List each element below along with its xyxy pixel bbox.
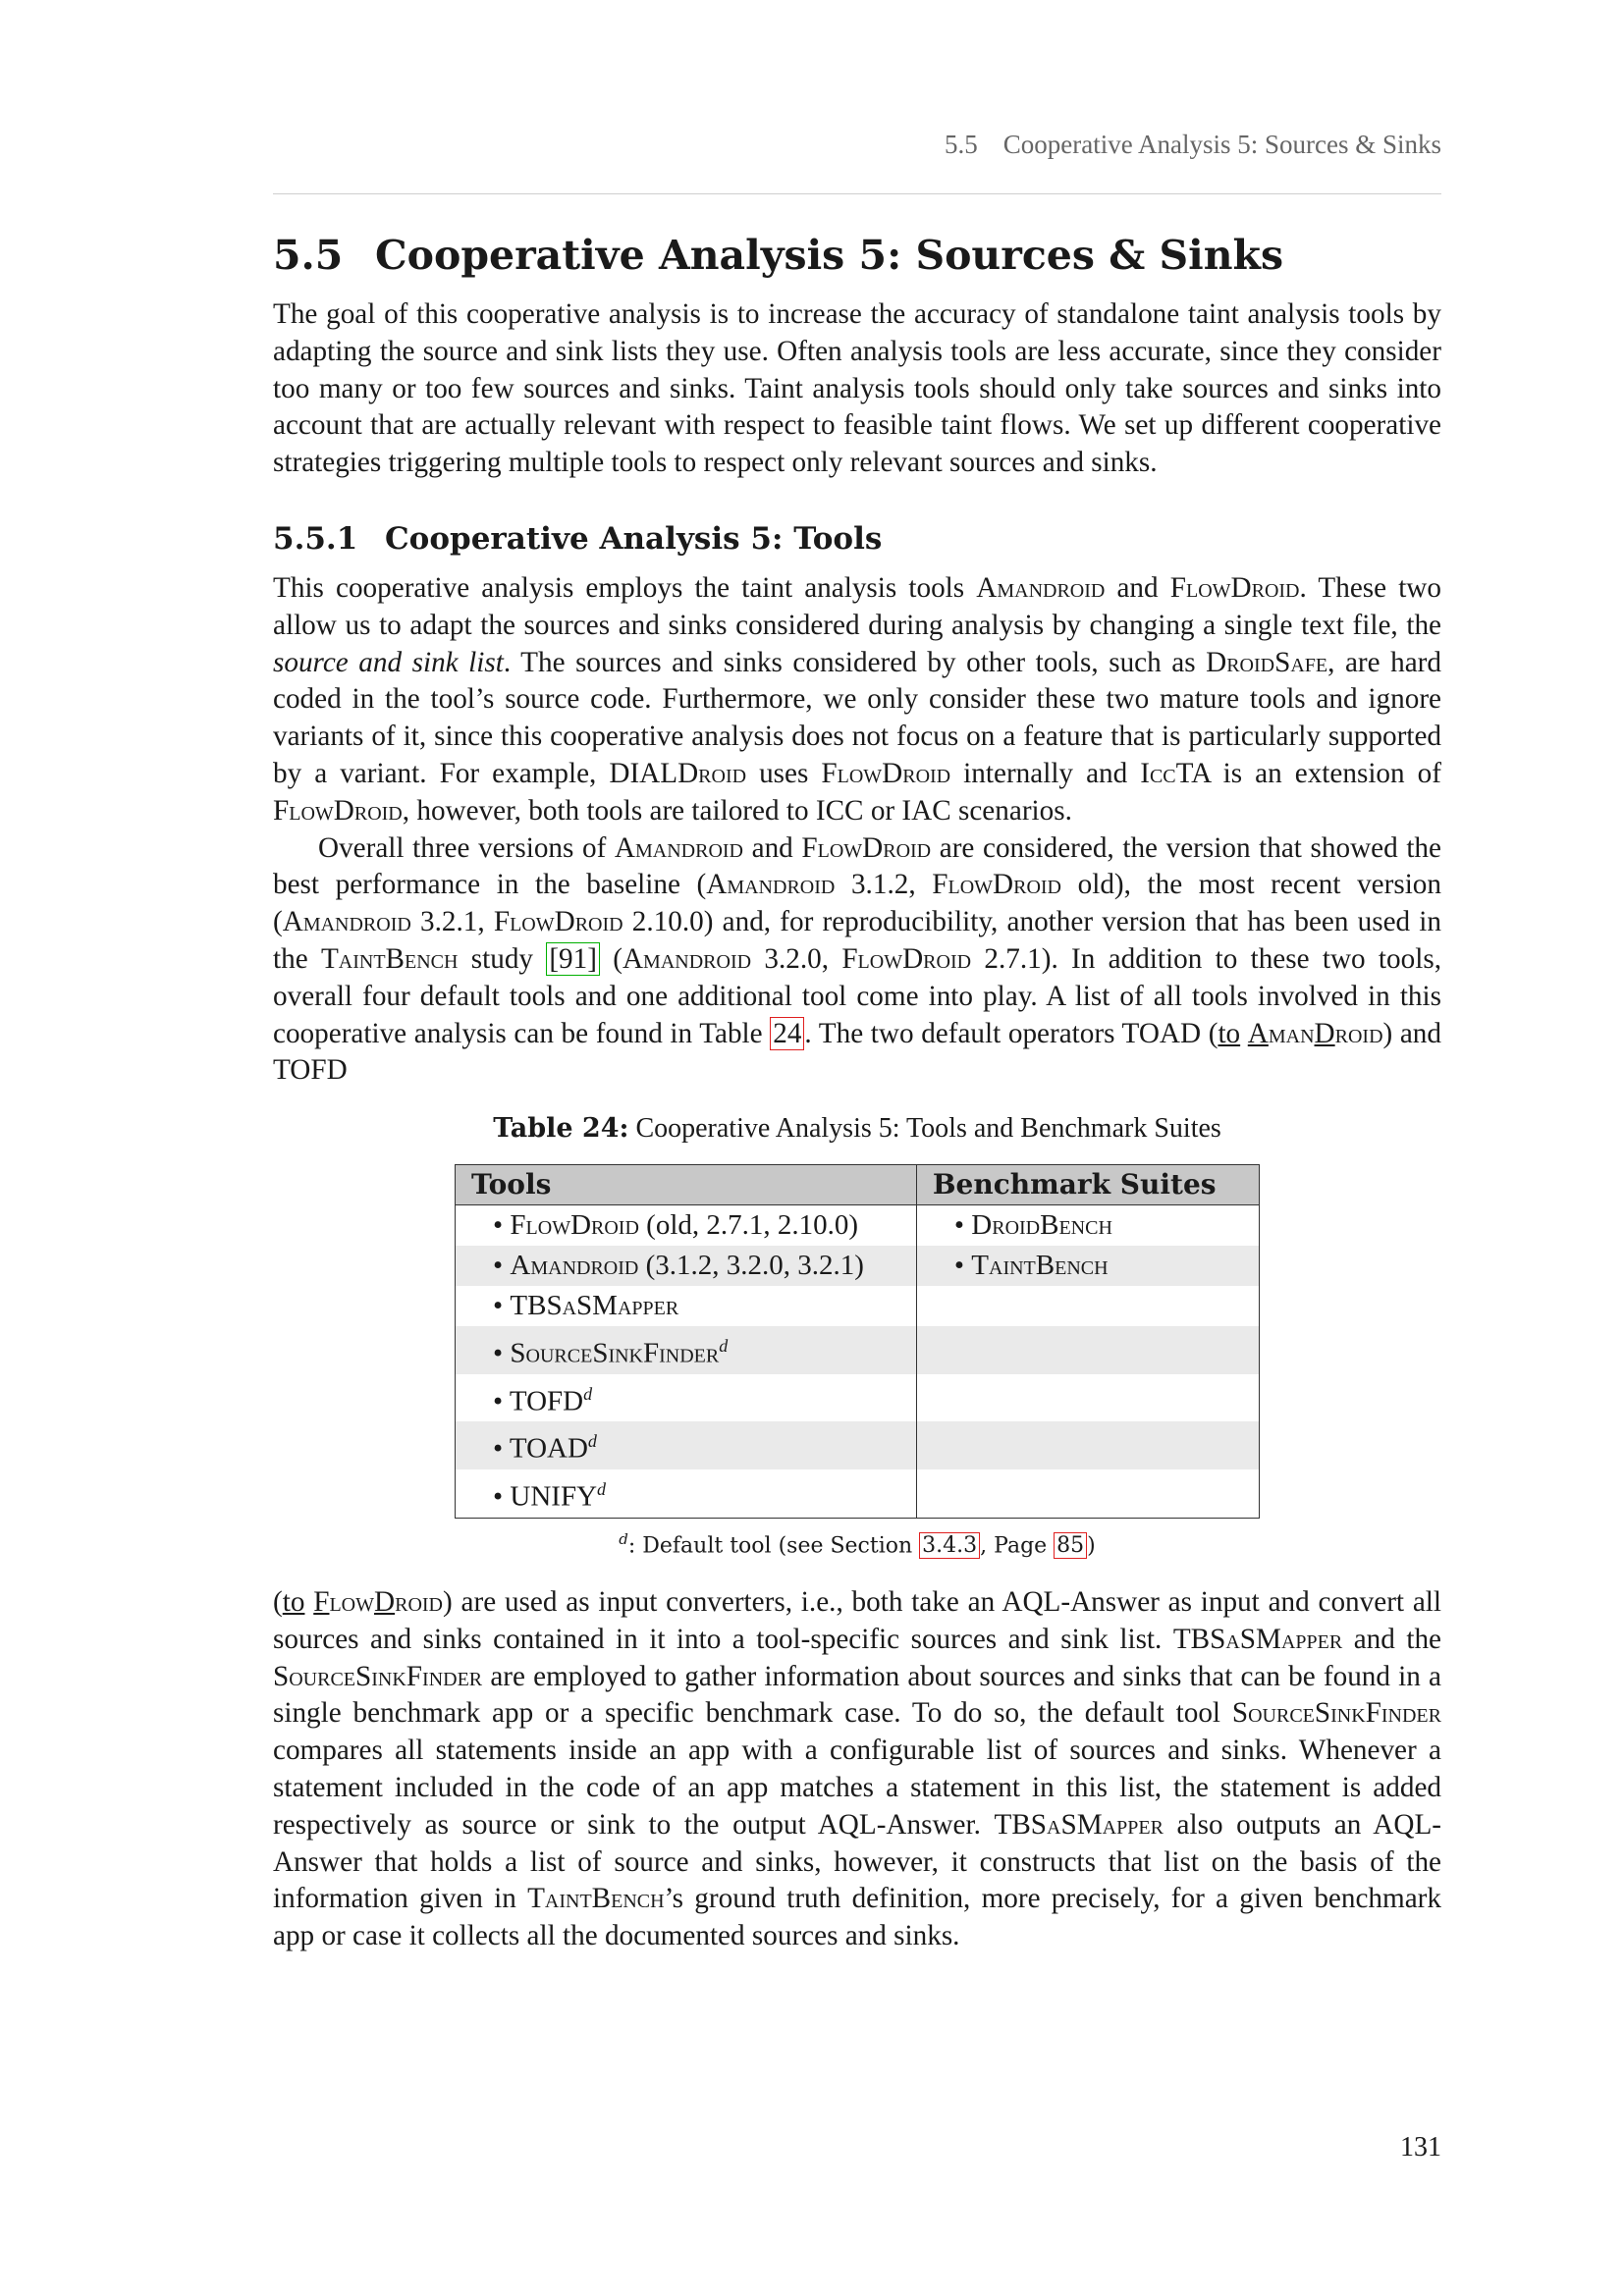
citation-link[interactable]: [91] <box>546 942 600 976</box>
page-reference-link[interactable]: 85 <box>1054 1532 1087 1559</box>
table-caption-text: Cooperative Analysis 5: Tools and Benchmark Suites <box>635 1113 1221 1145</box>
running-header <box>273 130 1441 160</box>
section-intro-paragraph: The goal of this cooperative analysis is to increase the accuracy of standalone taint analysis tools by adapting the source and sink lists they use. Often analysis tools are less accurate, since they consider too many or too few sources and sinks. Taint analysis tools should only take sources and sinks into account that are actually relevant with respect to feasible taint flows. We set up different cooperative strategies triggering multiple tools to respect only relevant sources and sinks. <box>273 298 1441 479</box>
table-cell-benchmark <box>916 1286 1259 1326</box>
tools-benchmark-table <box>455 1164 1260 1519</box>
table-row <box>456 1374 1260 1422</box>
table-cell-tool: • TOFD$^d$ <box>456 1374 917 1422</box>
section-heading <box>273 224 1441 287</box>
table-caption <box>273 1111 1441 1147</box>
paragraph-tools-2: Overall three versions of Amandroid and FlowDroid are considered, the version that showed the best performance in the baseline (Amandroid 3.1.2, FlowDroid old), the most recent version (Amandroid 3.2.1, FlowDroid 2.10.0) and, for reproducibility, another version that has been used in the TaintBench study [91] (Amandroid 3.2.0, FlowDroid 2.7.1). In addition to these two tools, overall four default tools and one additional tool come into play. A list of all tools involved in this cooperative analysis can be found in Table 24 . The two default operators TOAD (to AmanDroid) and TOFD <box>273 831 1442 1087</box>
table-cell-benchmark: • DroidBench <box>953 1209 1112 1242</box>
column-header-tools: Tools <box>456 1165 917 1205</box>
paragraph-tools-1: This cooperative analysis employs the taint analysis tools Amandroid and FlowDroid. These two allow us to adapt the sources and sinks considered during analysis by changing a single text file, the source and sink list. The sources and sinks considered by other tools, such as DroidSafe, are hard coded in the tool’s source code. Furthermore, we only consider these two mature tools and ignore variants of it, since this cooperative analysis does not focus on a feature that is particularly supported by a variant. For example, DIALDroid uses FlowDroid internally and IccTA is an extension of FlowDroid, however, both tools are tailored to ICC or IAC scenarios. <box>273 571 1441 827</box>
table-cell-benchmark: • TaintBench <box>916 1246 1259 1286</box>
table-header-row <box>456 1165 1260 1205</box>
table-row <box>456 1286 1260 1326</box>
table-cell-tool: • TBSaSMapper <box>456 1286 917 1326</box>
subsection-heading <box>273 517 1441 561</box>
table-cell-tool: • SourceSinkFinder$^d$ <box>456 1326 917 1374</box>
table-footnote: $^d$: Default tool (see Section 3.4.3 , Page 85 ) <box>619 1529 1096 1559</box>
running-header-title: Cooperative Analysis 5: Sources & Sinks <box>1002 130 1441 159</box>
table-row <box>456 1246 1260 1286</box>
table-cell-benchmark <box>916 1469 1259 1518</box>
subsection-number: 5.5.1 <box>273 520 358 557</box>
table-cell-tool: • Amandroid (3.1.2, 3.2.0, 3.2.1) <box>456 1246 917 1286</box>
table-row <box>456 1469 1260 1518</box>
header-rule <box>273 193 1441 194</box>
tool-name-flowdroid: FlowDroid <box>1169 571 1300 604</box>
table-row <box>456 1326 1260 1374</box>
paragraph-tools-3: (to FlowDroid) are used as input converters, i.e., both take an AQL-Answer as input and convert all sources and sinks contained in it into a tool-specific sources and sink list. TBSaSMapper and the SourceSinkFinder are employed to gather information about sources and sinks that can be found in a single benchmark app or a specific benchmark case. To do so, the default tool SourceSinkFinder compares all statements inside an app with a configurable list of sources and sinks. Whenever a statement included in the code of an app matches a statement in this list, the statement is added respectively as source or sink to the output AQL-Answer. TBSaSMapper also outputs an AQL-Answer that holds a list of source and sinks, however, it constructs that list on the basis of the information given in TaintBench’s ground truth definition, more precisely, for a given benchmark app or case it collects all the documented sources and sinks. <box>273 1586 1441 1952</box>
section-title: Cooperative Analysis 5: Sources & Sinks <box>375 232 1284 279</box>
table-cell-benchmark <box>916 1326 1259 1374</box>
section-number: 5.5 <box>273 232 344 279</box>
table-row <box>456 1421 1260 1469</box>
tool-name-droidsafe: DroidSafe <box>1206 646 1328 678</box>
main-content <box>273 224 1441 1955</box>
subsection-title: Cooperative Analysis 5: Tools <box>385 520 883 557</box>
table-cell-tool: • UNIFY$^d$ <box>456 1469 917 1518</box>
section-reference-link[interactable]: 3.4.3 <box>919 1532 980 1559</box>
page-number: 131 <box>1400 2132 1441 2163</box>
table-reference-link[interactable]: 24 <box>770 1017 804 1050</box>
table-cell-tool: • FlowDroid (old, 2.7.1, 2.10.0) <box>456 1205 917 1247</box>
table-cell-benchmark <box>916 1421 1259 1469</box>
table-row <box>456 1205 1260 1247</box>
tool-name-amandroid: Amandroid <box>976 571 1106 604</box>
table-cell-tool: • TOAD$^d$ <box>456 1421 917 1469</box>
column-header-benchmark-suites: Benchmark Suites <box>916 1165 1259 1205</box>
running-header-number: 5.5 <box>945 130 978 159</box>
table-caption-label: Table 24: <box>493 1113 629 1145</box>
table-cell-benchmark <box>916 1374 1259 1422</box>
